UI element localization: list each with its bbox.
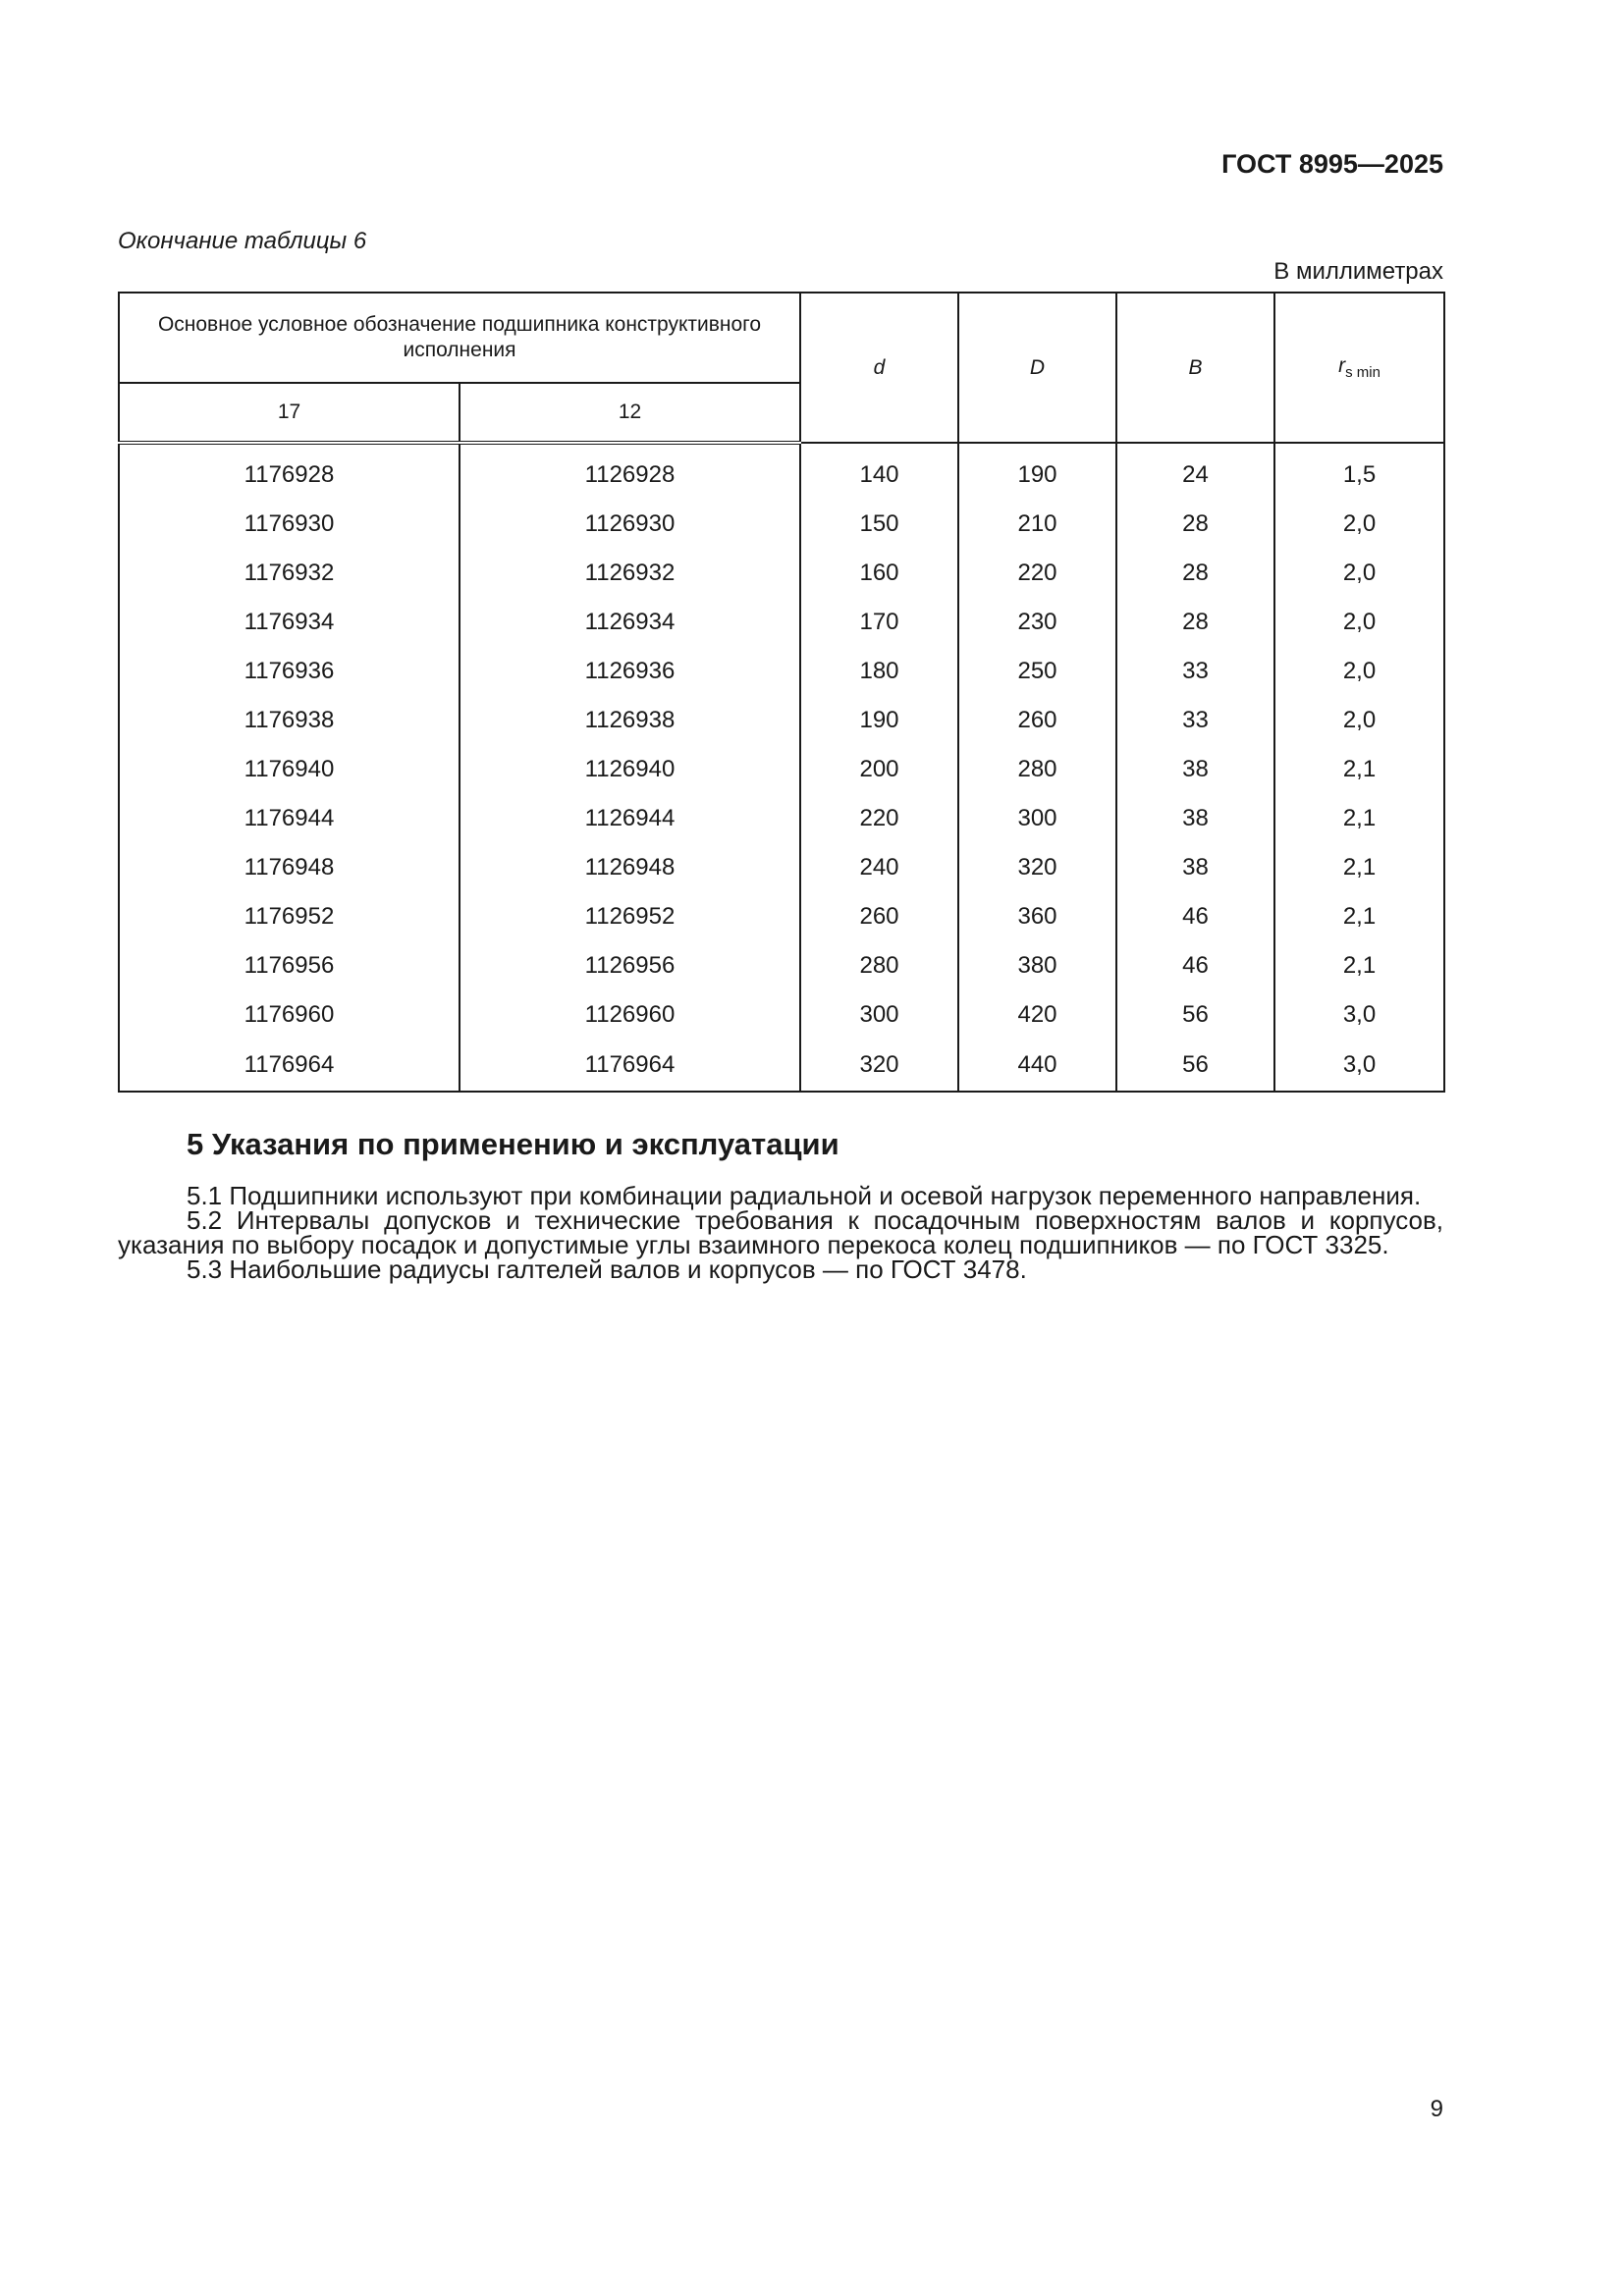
designation-12-cell: 1126934 (460, 598, 800, 647)
designation-12-cell: 1126936 (460, 647, 800, 696)
outer-d-cell: 210 (958, 500, 1116, 549)
designation-12-cell: 1126948 (460, 843, 800, 892)
designation-17-cell: 1176956 (119, 941, 460, 990)
b-cell: 28 (1116, 500, 1274, 549)
designation-17-cell: 1176932 (119, 549, 460, 598)
table-row (119, 1040, 1444, 1092)
table-row (119, 549, 1444, 598)
designation-17-cell: 1176938 (119, 696, 460, 745)
table-row (119, 843, 1444, 892)
designation-12-cell: 1176964 (460, 1040, 800, 1092)
table-row (119, 794, 1444, 843)
d-cell: 150 (800, 500, 958, 549)
paragraph-5-1: 5.1 Подшипники используют при комбинации радиальной и осевой нагрузок переменного направления. (187, 1181, 1422, 1210)
table-row (119, 696, 1444, 745)
b-cell: 28 (1116, 598, 1274, 647)
table-row (119, 892, 1444, 941)
designation-12-cell: 1126928 (460, 443, 800, 500)
r-smin-cell: 3,0 (1274, 990, 1444, 1040)
table-row (119, 941, 1444, 990)
b-cell: 56 (1116, 990, 1274, 1040)
b-cell: 38 (1116, 843, 1274, 892)
r-smin-cell: 2,1 (1274, 941, 1444, 990)
designation-17-cell: 1176940 (119, 745, 460, 794)
col-header-r-smin (1274, 293, 1444, 443)
r-smin-cell: 2,0 (1274, 647, 1444, 696)
d-cell: 220 (800, 794, 958, 843)
r-smin-cell: 3,0 (1274, 1040, 1444, 1092)
outer-d-cell: 380 (958, 941, 1116, 990)
d-cell: 300 (800, 990, 958, 1040)
r-smin-cell: 2,1 (1274, 745, 1444, 794)
designation-17-cell: 1176964 (119, 1040, 460, 1092)
outer-d-cell: 220 (958, 549, 1116, 598)
designation-12-cell: 1126952 (460, 892, 800, 941)
table-row (119, 598, 1444, 647)
d-cell: 170 (800, 598, 958, 647)
col-header-outer-d: D (958, 293, 1116, 443)
subheader-12: 12 (460, 383, 800, 443)
table-caption: Окончание таблицы 6 (118, 228, 367, 254)
designation-12-cell: 1126960 (460, 990, 800, 1040)
designation-12-cell: 1126944 (460, 794, 800, 843)
table-row (119, 647, 1444, 696)
units-note: В миллиметрах (1273, 258, 1443, 285)
designation-17-cell: 1176948 (119, 843, 460, 892)
b-cell: 38 (1116, 794, 1274, 843)
designation-12-cell: 1126940 (460, 745, 800, 794)
r-smin-cell: 2,1 (1274, 794, 1444, 843)
designation-17-cell: 1176934 (119, 598, 460, 647)
r-smin-cell: 1,5 (1274, 443, 1444, 500)
b-cell: 46 (1116, 941, 1274, 990)
outer-d-cell: 250 (958, 647, 1116, 696)
designation-12-cell: 1126956 (460, 941, 800, 990)
d-cell: 280 (800, 941, 958, 990)
outer-d-cell: 420 (958, 990, 1116, 1040)
designation-17-cell: 1176936 (119, 647, 460, 696)
table-row (119, 745, 1444, 794)
b-cell: 38 (1116, 745, 1274, 794)
b-cell: 28 (1116, 549, 1274, 598)
table-row (119, 443, 1444, 500)
outer-d-cell: 260 (958, 696, 1116, 745)
r-smin-cell: 2,1 (1274, 892, 1444, 941)
r-smin-cell: 2,0 (1274, 598, 1444, 647)
col-header-b: B (1116, 293, 1274, 443)
b-cell: 24 (1116, 443, 1274, 500)
r-smin-cell: 2,0 (1274, 500, 1444, 549)
designation-17-cell: 1176952 (119, 892, 460, 941)
outer-d-cell: 230 (958, 598, 1116, 647)
designation-17-cell: 1176944 (119, 794, 460, 843)
paragraph-5-3: 5.3 Наибольшие радиусы галтелей валов и корпусов — по ГОСТ 3478. (187, 1255, 1027, 1284)
r-smin-cell: 2,0 (1274, 549, 1444, 598)
r-smin-cell: 2,0 (1274, 696, 1444, 745)
outer-d-cell: 280 (958, 745, 1116, 794)
d-cell: 240 (800, 843, 958, 892)
page-number: 9 (1430, 2096, 1443, 2122)
outer-d-cell: 300 (958, 794, 1116, 843)
designation-12-cell: 1126932 (460, 549, 800, 598)
col-header-d: d (800, 293, 958, 443)
outer-d-cell: 440 (958, 1040, 1116, 1092)
subheader-17: 17 (119, 383, 460, 443)
table-row (119, 990, 1444, 1040)
r-subscript: s min (1345, 364, 1380, 382)
d-cell: 260 (800, 892, 958, 941)
b-cell: 56 (1116, 1040, 1274, 1092)
outer-d-cell: 320 (958, 843, 1116, 892)
designation-12-cell: 1126938 (460, 696, 800, 745)
d-cell: 180 (800, 647, 958, 696)
r-symbol: r (1338, 353, 1346, 377)
designation-group-header: Основное условное обозначение подшипника конструктивного исполнения (119, 293, 800, 383)
d-cell: 160 (800, 549, 958, 598)
d-cell: 200 (800, 745, 958, 794)
paragraph-5-2: 5.2 Интервалы допусков и технические требования к посадочным поверхностям валов и корпусов, указания по выбору посадок и допустимые углы взаимного перекоса колец подшипников — по ГОСТ 3325. (118, 1205, 1443, 1259)
designation-17-cell: 1176930 (119, 500, 460, 549)
r-smin-cell: 2,1 (1274, 843, 1444, 892)
designation-17-cell: 1176928 (119, 443, 460, 500)
outer-d-cell: 360 (958, 892, 1116, 941)
section-body (118, 1181, 1443, 1284)
document-standard-code: ГОСТ 8995—2025 (1221, 149, 1443, 179)
section-heading: 5 Указания по применению и эксплуатации (187, 1127, 839, 1161)
d-cell: 140 (800, 443, 958, 500)
d-cell: 190 (800, 696, 958, 745)
b-cell: 33 (1116, 647, 1274, 696)
d-cell: 320 (800, 1040, 958, 1092)
b-cell: 33 (1116, 696, 1274, 745)
outer-d-cell: 190 (958, 443, 1116, 500)
table-row (119, 500, 1444, 549)
designation-17-cell: 1176960 (119, 990, 460, 1040)
table-body (119, 443, 1444, 1092)
b-cell: 46 (1116, 892, 1274, 941)
designation-12-cell: 1126930 (460, 500, 800, 549)
bearing-dimensions-table (118, 292, 1445, 1093)
